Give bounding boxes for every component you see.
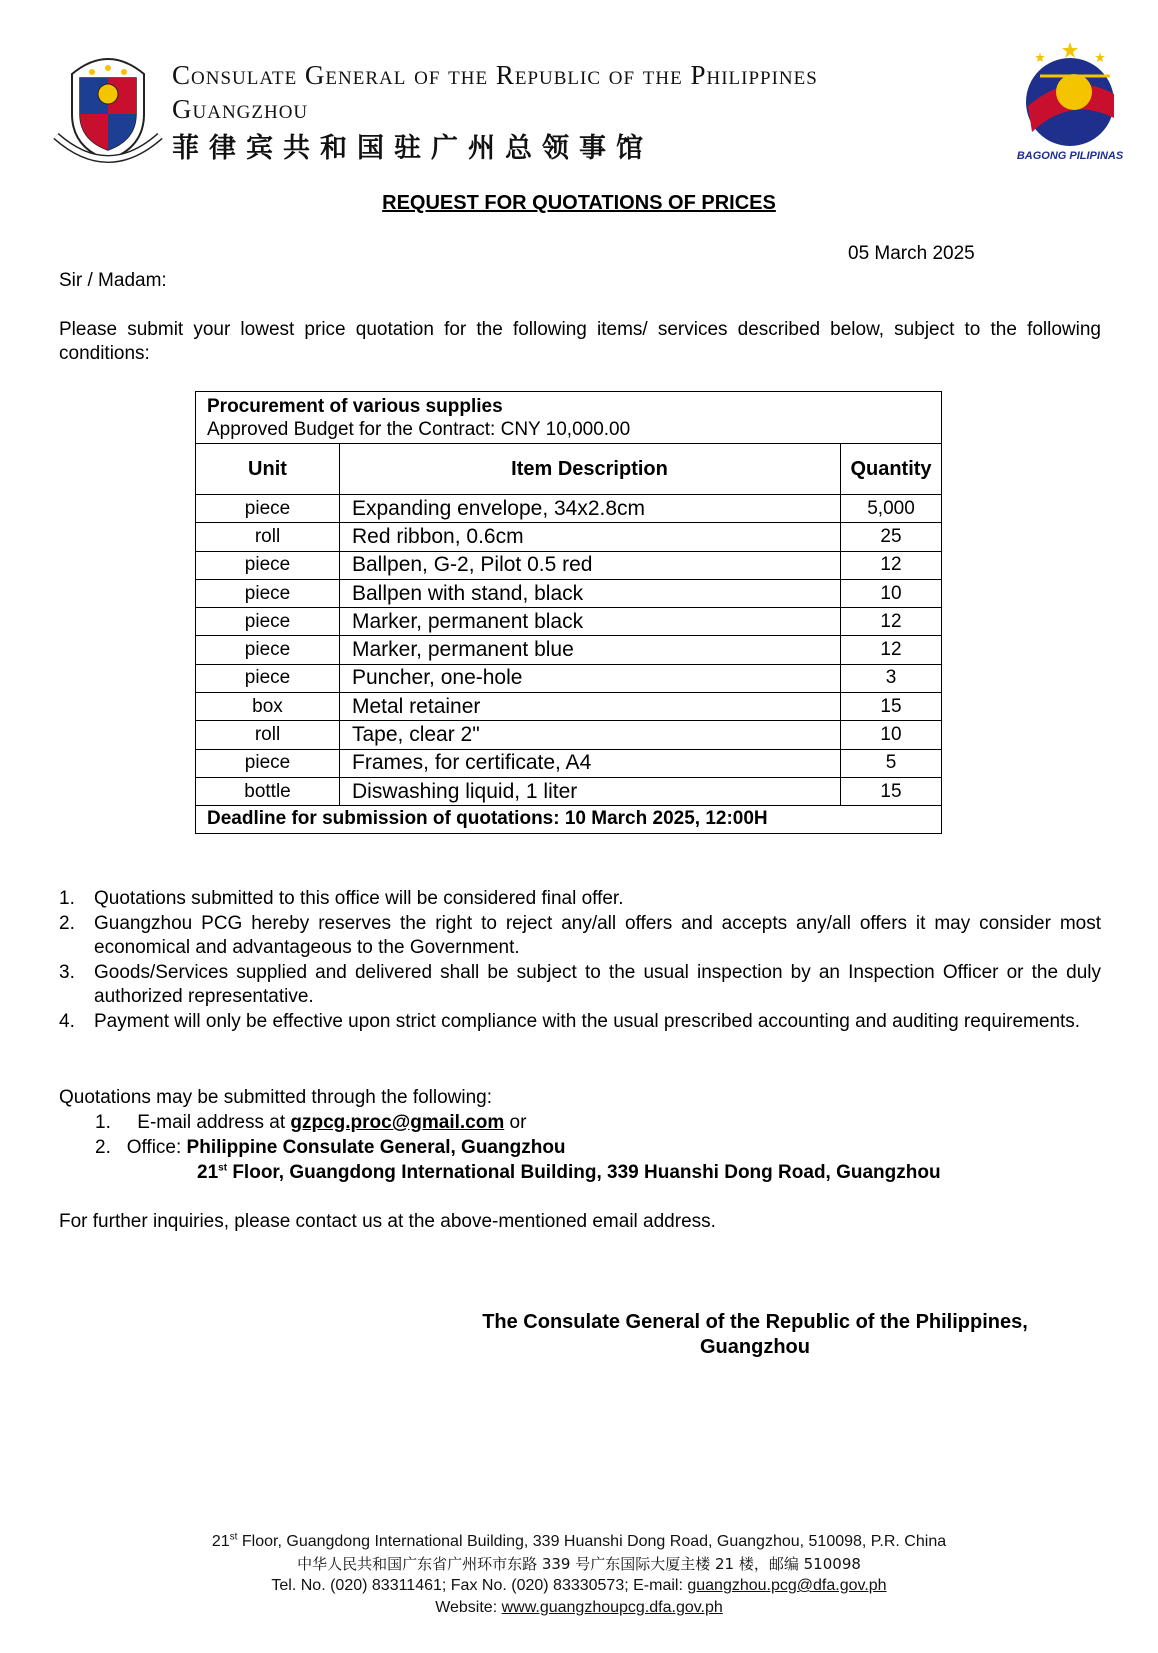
approved-budget: Approved Budget for the Contract: CNY 10,000.00 (207, 419, 631, 440)
table-row (196, 749, 941, 777)
cell-description: Ballpen, G-2, Pilot 0.5 red (340, 551, 841, 579)
salutation: Sir / Madam: (59, 270, 167, 291)
footer (0, 1531, 1158, 1619)
table-row (196, 523, 941, 551)
table-row (196, 693, 941, 721)
table-row (196, 579, 941, 607)
cell-quantity: 15 (841, 777, 942, 805)
cell-quantity: 10 (841, 721, 942, 749)
bagong-pilipinas-logo (1010, 36, 1130, 156)
philippine-seal-logo (52, 44, 164, 166)
consulate-city: Guangzhou (172, 94, 309, 124)
cell-quantity: 5,000 (841, 495, 942, 523)
further-inquiries: For further inquiries, please contact us at the above-mentioned email address. (59, 1211, 716, 1232)
intro-paragraph: Please submit your lowest price quotation for the following items/ services described below, subject to the following conditions: (59, 319, 1101, 364)
cell-unit: roll (196, 721, 340, 749)
col-header-description: Item Description (340, 444, 841, 495)
footer-email-link[interactable]: guangzhou.pcg@dfa.gov.ph (687, 1577, 887, 1594)
cell-quantity: 12 (841, 608, 942, 636)
items-table (196, 444, 941, 806)
consulate-name: Consulate General of the Republic of the Philippines (172, 60, 818, 90)
cell-unit: piece (196, 495, 340, 523)
consulate-name-chinese: 菲律宾共和国驻广州总领事馆 (172, 133, 653, 164)
footer-address: 21st Floor, Guangdong International Building, 339 Huanshi Dong Road, Guangzhou, 510098, P.R. China (211, 1531, 947, 1550)
cell-unit: piece (196, 636, 340, 664)
cell-unit: box (196, 693, 340, 721)
cell-description: Marker, permanent black (340, 608, 841, 636)
cell-quantity: 15 (841, 693, 942, 721)
office-address: 21st Floor, Guangdong International Building, 339 Huanshi Dong Road, Guangzhou (197, 1162, 941, 1183)
office-name: Philippine Consulate General, Guangzhou (186, 1137, 566, 1158)
condition-item: 2. Guangzhou PCG hereby reserves the right to reject any/all offers and accepts any/all offers it may consider most economical and advantageous to the Government. (59, 912, 1101, 958)
cell-quantity: 12 (841, 551, 942, 579)
letter-date: 05 March 2025 (848, 243, 975, 264)
table-row (196, 608, 941, 636)
submission-deadline: Deadline for submission of quotations: 10 March 2025, 12:00H (207, 808, 768, 830)
procurement-title: Procurement of various supplies (207, 396, 503, 417)
table-row (196, 636, 941, 664)
table-header-box (196, 392, 941, 444)
website-link[interactable]: www.guangzhoupcg.dfa.gov.ph (501, 1599, 723, 1616)
submission-email-line: 1. E-mail address at gzpcg.proc@gmail.com or (95, 1112, 527, 1133)
footer-website: Website: www.guangzhoupcg.dfa.gov.ph (435, 1599, 723, 1616)
cell-description: Red ribbon, 0.6cm (340, 523, 841, 551)
quotation-table (195, 391, 942, 834)
table-row (196, 495, 941, 523)
cell-description: Diswashing liquid, 1 liter (340, 777, 841, 805)
condition-item: 1. Quotations submitted to this office will be considered final offer. (59, 888, 624, 909)
submission-intro: Quotations may be submitted through the following: (59, 1087, 493, 1108)
footer-address-chinese: 中华人民共和国广东省广州环市东路 339 号广东国际大厦主楼 21 楼，邮编 510098 (297, 1555, 861, 1573)
cell-unit: piece (196, 608, 340, 636)
email-link[interactable]: gzpcg.proc@gmail.com (290, 1112, 505, 1133)
cell-unit: bottle (196, 777, 340, 805)
page-title: REQUEST FOR QUOTATIONS OF PRICES (382, 192, 776, 214)
cell-unit: roll (196, 523, 340, 551)
cell-unit: piece (196, 664, 340, 692)
condition-item: 3. Goods/Services supplied and delivered shall be subject to the usual inspection by an Inspection Officer or the duly authorized representative. (59, 961, 1101, 1007)
cell-unit: piece (196, 551, 340, 579)
cell-description: Tape, clear 2" (340, 721, 841, 749)
signature-block: The Consulate General of the Republic of the Philippines, Guangzhou (482, 1311, 1028, 1358)
bagong-pilipinas-text: BAGONG PILIPINAS (1016, 150, 1124, 162)
cell-quantity: 12 (841, 636, 942, 664)
cell-description: Expanding envelope, 34x2.8cm (340, 495, 841, 523)
footer-contact: Tel. No. (020) 83311461; Fax No. (020) 83330573; E-mail: guangzhou.pcg@dfa.gov.ph (271, 1577, 887, 1594)
cell-description: Marker, permanent blue (340, 636, 841, 664)
cell-unit: piece (196, 749, 340, 777)
col-header-unit: Unit (196, 444, 340, 495)
cell-description: Frames, for certificate, A4 (340, 749, 841, 777)
cell-quantity: 3 (841, 664, 942, 692)
col-header-quantity: Quantity (841, 444, 942, 495)
condition-item: 4. Payment will only be effective upon strict compliance with the usual prescribed accounting and auditing requirements. (59, 1010, 1081, 1032)
conditions-list (59, 887, 1101, 1034)
cell-quantity: 5 (841, 749, 942, 777)
cell-unit: piece (196, 579, 340, 607)
table-header-row (196, 444, 941, 495)
cell-description: Ballpen with stand, black (340, 579, 841, 607)
table-row (196, 721, 941, 749)
table-row (196, 664, 941, 692)
table-row (196, 777, 941, 805)
submission-office-line: 2. Office: Philippine Consulate General, Guangzhou (95, 1137, 566, 1158)
cell-quantity: 25 (841, 523, 942, 551)
cell-quantity: 10 (841, 579, 942, 607)
cell-description: Puncher, one-hole (340, 664, 841, 692)
cell-description: Metal retainer (340, 693, 841, 721)
table-row (196, 551, 941, 579)
